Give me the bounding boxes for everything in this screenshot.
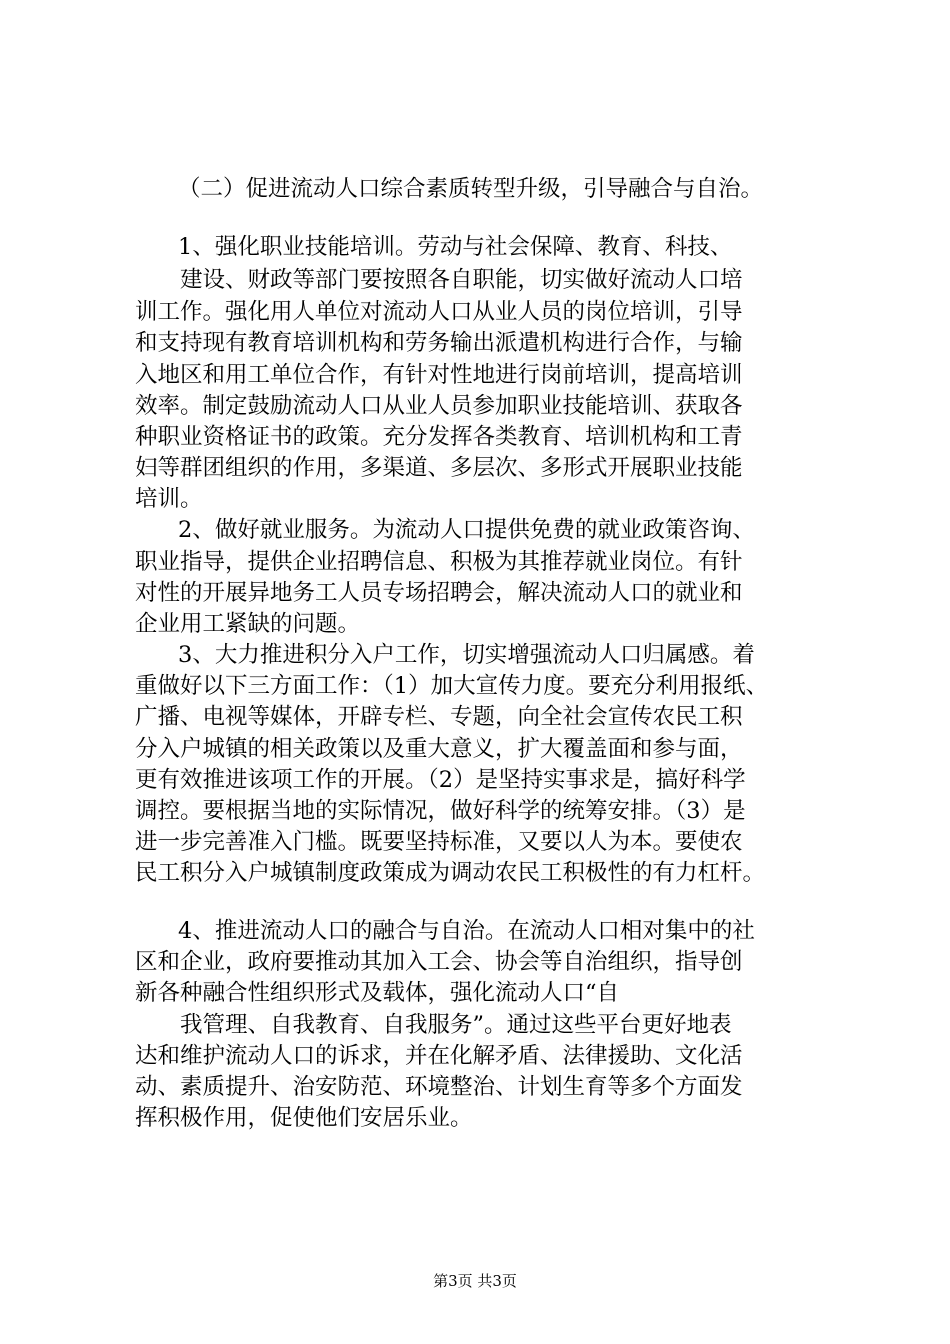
paragraph-3-line: 分入户城镇的相关政策以及重大意义，扩大覆盖面和参与面， (135, 736, 743, 762)
paragraph-3-line: 民工积分入户城镇制度政策成为调动农民工积极性的有力杠杆。 (135, 860, 766, 886)
paragraph-1-line: 效率。制定鼓励流动人口从业人员参加职业技能培训、获取各 (135, 393, 743, 419)
paragraph-2-line: 对性的开展异地务工人员专场招聘会，解决流动人口的就业和 (135, 580, 743, 606)
paragraph-1-line: 妇等群团组织的作用，多渠道、多层次、多形式开展职业技能 (135, 455, 743, 481)
paragraph-4-line: 我管理、自我教育、自我服务”。通过这些平台更好地表 (180, 1012, 732, 1038)
paragraph-4-line: 动、素质提升、治安防范、环境整治、计划生育等多个方面发 (135, 1074, 743, 1100)
paragraph-3-line: 进一步完善准入门槛。既要坚持标准，又要以人为本。要使农 (135, 829, 743, 855)
paragraph-2-line: 企业用工紧缺的问题。 (135, 611, 361, 637)
paragraph-4-line: 新各种融合性组织形式及载体，强化流动人口“自 (135, 980, 620, 1006)
paragraph-1-line: 培训。 (135, 486, 203, 512)
paragraph-1-line: 和支持现有教育培训机构和劳务输出派遣机构进行合作，与输 (135, 330, 743, 356)
paragraph-3-line: 重做好以下三方面工作：（1）加大宣传力度。要充分利用报纸、 (135, 673, 769, 699)
paragraph-3-line: 3、大力推进积分入户工作，切实增强流动人口归属感。着 (178, 642, 755, 668)
paragraph-3-line: 广播、电视等媒体，开辟专栏、专题，向全社会宣传农民工积 (135, 704, 743, 730)
paragraph-1-line: 建设、财政等部门要按照各自职能，切实做好流动人口培 (180, 267, 743, 293)
paragraph-3-line: 调控。要根据当地的实际情况，做好科学的统筹安排。（3）是 (135, 798, 746, 824)
paragraph-1-line: 1、强化职业技能培训。劳动与社会保障、教育、科技、 (178, 234, 733, 260)
paragraph-4-line: 区和企业，政府要推动其加入工会、协会等自治组织，指导创 (135, 949, 743, 975)
paragraph-3-line: 更有效推进该项工作的开展。（2）是坚持实事求是，搞好科学 (135, 767, 746, 793)
page-number-footer: 第3页 共3页 (433, 1272, 517, 1290)
paragraph-1-line: 种职业资格证书的政策。充分发挥各类教育、培训机构和工青 (135, 424, 743, 450)
paragraph-1-line: 入地区和用工单位合作，有针对性地进行岗前培训，提高培训 (135, 362, 743, 388)
paragraph-1-line: 训工作。强化用人单位对流动人口从业人员的岗位培训，引导 (135, 299, 743, 325)
paragraph-4-line: 挥积极作用，促使他们安居乐业。 (135, 1105, 473, 1131)
paragraph-4-line: 达和维护流动人口的诉求，并在化解矛盾、法律援助、文化活 (135, 1043, 743, 1069)
paragraph-2-line: 职业指导，提供企业招聘信息、积极为其推荐就业岗位。有针 (135, 549, 743, 575)
paragraph-4-line: 4、推进流动人口的融合与自治。在流动人口相对集中的社 (178, 918, 755, 944)
paragraph-2-line: 2、做好就业服务。为流动人口提供免费的就业政策咨询、 (178, 517, 755, 543)
section-heading: （二）促进流动人口综合素质转型升级，引导融合与自治。 (178, 176, 764, 202)
